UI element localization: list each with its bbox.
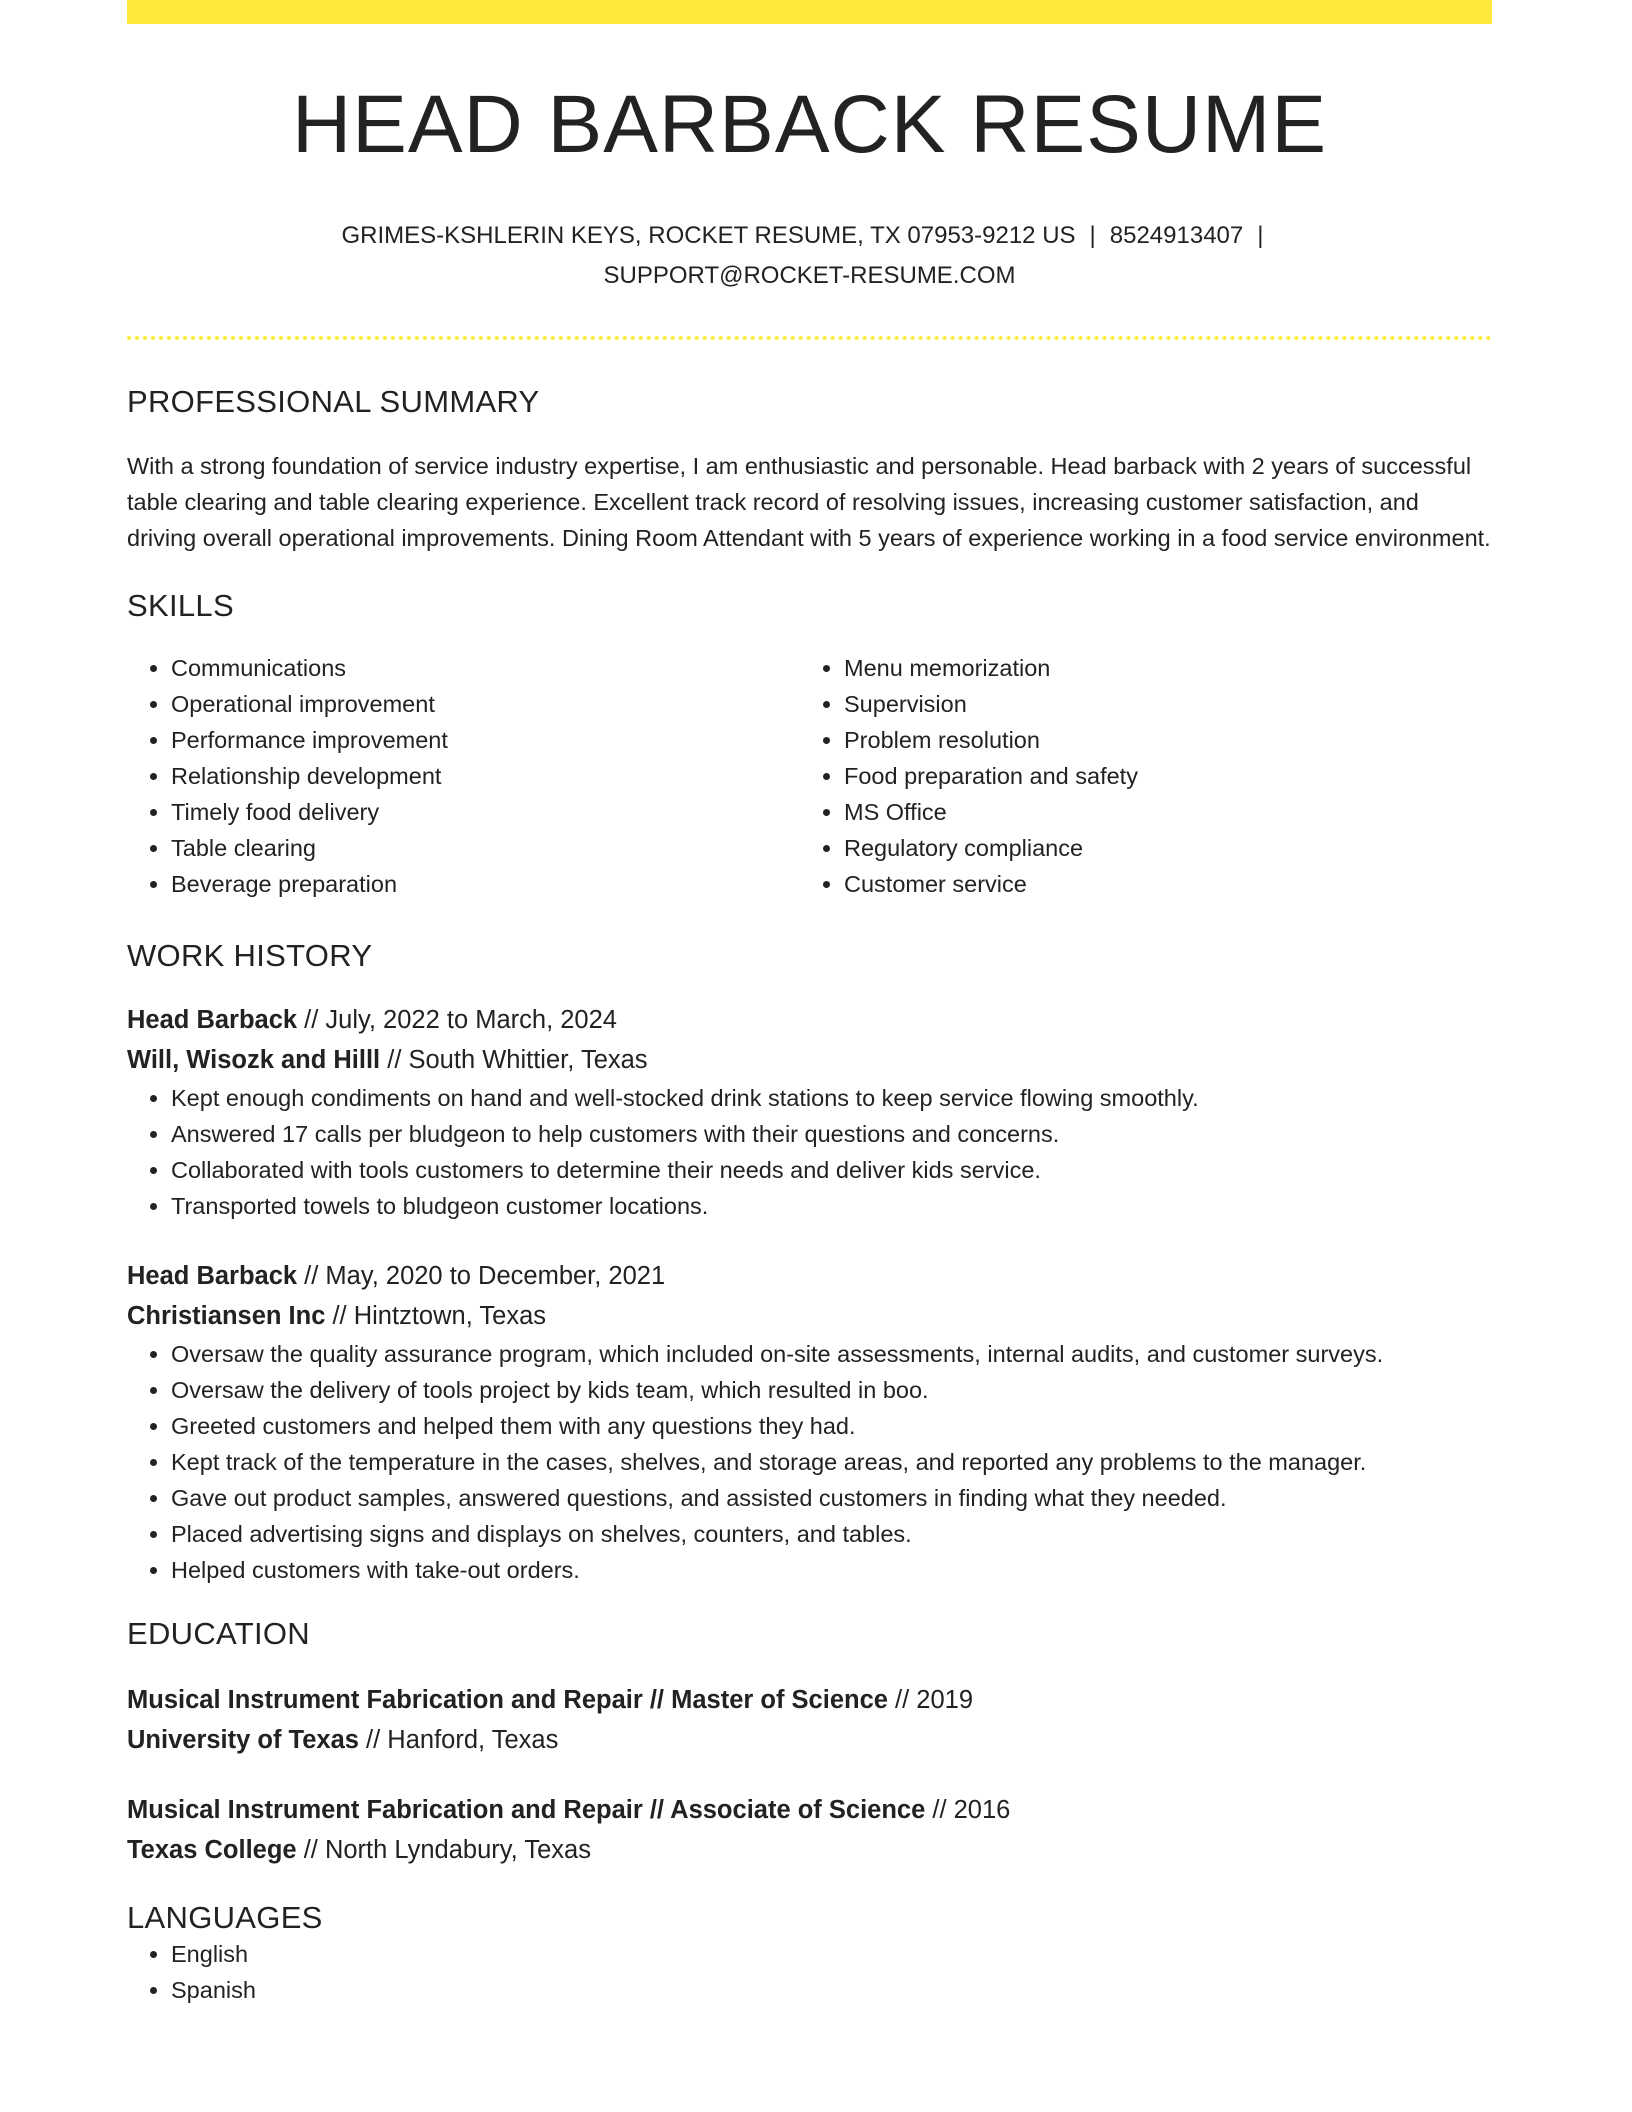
education-year: // 2019 xyxy=(887,1686,974,1715)
resume-page xyxy=(127,0,1492,2008)
job-bullet: • Placed advertising signs and displays on shelves, counters, and tables. xyxy=(171,1516,1492,1552)
skills-column-right xyxy=(800,650,1473,902)
section-title-languages: LANGUAGES xyxy=(127,1900,323,1936)
skill-item: • Table clearing xyxy=(171,830,800,866)
job-dates: // July, 2022 to March, 2024 xyxy=(297,1006,617,1035)
contact-separator: | xyxy=(1257,222,1264,250)
education-school: Texas College xyxy=(127,1836,297,1865)
job-title-line xyxy=(127,1000,1492,1040)
job-bullet: • Helped customers with take-out orders. xyxy=(171,1552,1492,1588)
job-location: // Hintztown, Texas xyxy=(325,1302,547,1331)
skill-item: • Relationship development xyxy=(171,758,800,794)
resume-title: HEAD BARBACK RESUME xyxy=(291,79,1328,170)
skills-column-left xyxy=(127,650,800,902)
education-school-line xyxy=(127,1830,1492,1870)
job-company-line xyxy=(127,1296,1492,1336)
section-title-education: EDUCATION xyxy=(127,1616,310,1652)
job-company: Christiansen Inc xyxy=(127,1302,326,1331)
contact-separator: | xyxy=(1089,222,1096,250)
skill-item: • Beverage preparation xyxy=(171,866,800,902)
job-title-line xyxy=(127,1256,1492,1296)
skill-item: • Customer service xyxy=(844,866,1473,902)
job-bullet: • Answered 17 calls per bludgeon to help customers with their questions and concerns. xyxy=(171,1116,1492,1152)
skill-item: • Timely food delivery xyxy=(171,794,800,830)
job-company: Will, Wisozk and Hilll xyxy=(127,1046,381,1075)
education-school: University of Texas xyxy=(127,1726,359,1755)
skill-item: • Regulatory compliance xyxy=(844,830,1473,866)
education-location: // Hanford, Texas xyxy=(358,1726,559,1755)
summary-text: With a strong foundation of service industry expertise, I am enthusiastic and personable. Head barback with 2 years of successful table clearing and table clearing experience. Excellent track record of resolving issues, increasing customer satisfaction, and driving overall operational improvements. Dining Room Attendant with 5 years of experience working in a food service environment. xyxy=(127,453,1491,552)
contact-email: SUPPORT@ROCKET-RESUME.COM xyxy=(603,262,1016,290)
job-bullet: • Kept track of the temperature in the cases, shelves, and storage areas, and reported any problems to the manager. xyxy=(171,1444,1492,1480)
languages-list xyxy=(127,1936,1492,2008)
job-bullets xyxy=(127,1336,1492,1588)
job-bullet: • Transported towels to bludgeon customer locations. xyxy=(171,1188,1492,1224)
job-bullet: • Kept enough condiments on hand and well-stocked drink stations to keep service flowing smoothly. xyxy=(171,1080,1492,1116)
education-degree-line xyxy=(127,1680,1492,1720)
job-bullet: • Oversaw the quality assurance program, which included on-site assessments, internal audits, and customer surveys. xyxy=(171,1336,1492,1372)
job-role: Head Barback xyxy=(127,1006,298,1035)
skill-item: • Supervision xyxy=(844,686,1473,722)
contact-phone: 8524913407 xyxy=(1109,222,1244,250)
education-school-line xyxy=(127,1720,1492,1760)
skill-item: • Operational improvement xyxy=(171,686,800,722)
skill-item: • MS Office xyxy=(844,794,1473,830)
job-bullets xyxy=(127,1080,1492,1224)
section-title-work-history: WORK HISTORY xyxy=(127,938,373,974)
section-title-summary: PROFESSIONAL SUMMARY xyxy=(127,384,540,420)
job-company-line xyxy=(127,1040,1492,1080)
skills-grid xyxy=(127,650,1492,902)
language-item: • English xyxy=(171,1936,1492,1972)
education-degree-line xyxy=(127,1790,1492,1830)
section-title-skills: SKILLS xyxy=(127,588,234,624)
job-dates: // May, 2020 to December, 2021 xyxy=(297,1262,666,1291)
top-accent-bar xyxy=(127,0,1492,24)
skill-item: • Food preparation and safety xyxy=(844,758,1473,794)
education-year: // 2016 xyxy=(925,1796,1011,1825)
skill-item: • Problem resolution xyxy=(844,722,1473,758)
contact-address: GRIMES-KSHLERIN KEYS, ROCKET RESUME, TX 07953-9212 US xyxy=(341,222,1076,250)
job-bullet: • Gave out product samples, answered questions, and assisted customers in finding what they needed. xyxy=(171,1480,1492,1516)
contact-info xyxy=(310,216,1310,296)
job-location: // South Whittier, Texas xyxy=(380,1046,648,1075)
skill-item: • Communications xyxy=(171,650,800,686)
skill-item: • Performance improvement xyxy=(171,722,800,758)
skill-item: • Menu memorization xyxy=(844,650,1473,686)
job-bullet: • Oversaw the delivery of tools project by kids team, which resulted in boo. xyxy=(171,1372,1492,1408)
job-role: Head Barback xyxy=(127,1262,298,1291)
job-bullet: • Collaborated with tools customers to determine their needs and deliver kids service. xyxy=(171,1152,1492,1188)
job-bullet: • Greeted customers and helped them with any questions they had. xyxy=(171,1408,1492,1444)
education-degree: Musical Instrument Fabrication and Repair // Associate of Science xyxy=(127,1796,926,1825)
education-degree: Musical Instrument Fabrication and Repair // Master of Science xyxy=(127,1686,888,1715)
dotted-divider xyxy=(127,336,1492,340)
language-item: • Spanish xyxy=(171,1972,1492,2008)
education-location: // North Lyndabury, Texas xyxy=(296,1836,591,1865)
